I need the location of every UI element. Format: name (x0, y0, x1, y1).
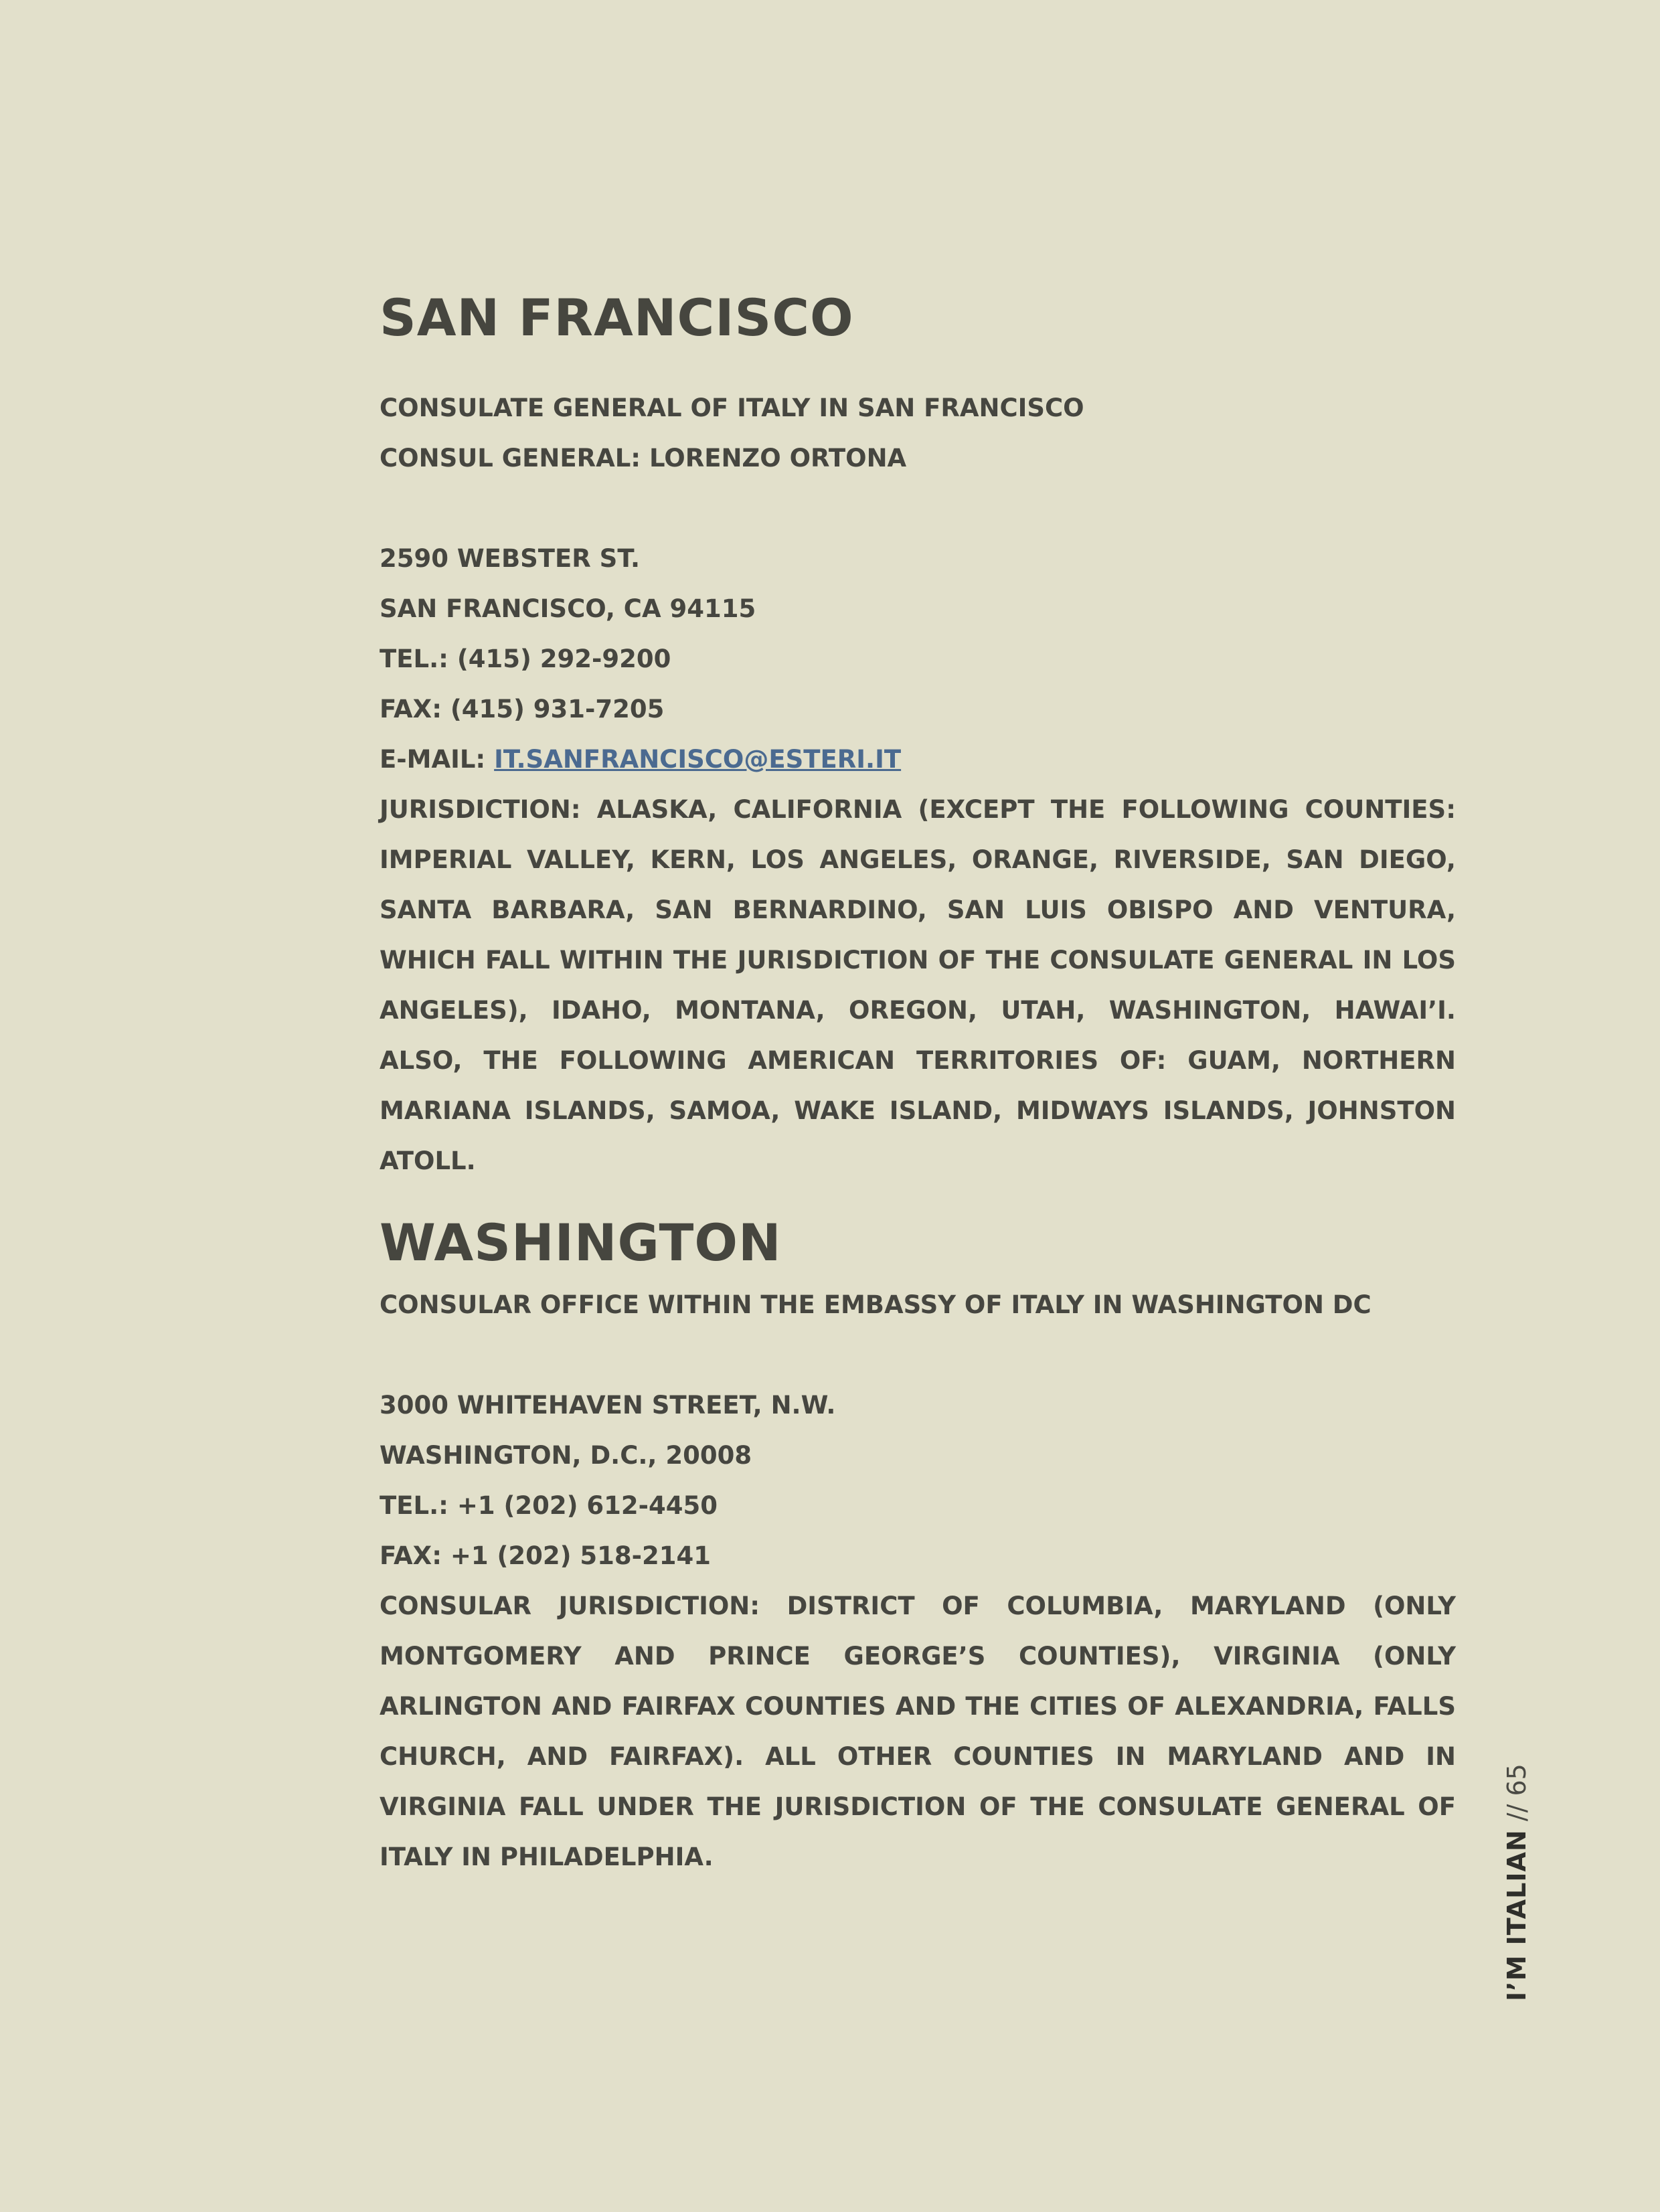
address-street: 3000 WHITEHAVEN STREET, N.W. (380, 1391, 836, 1420)
email-link[interactable]: IT.SANFRANCISCO@ESTERI.IT (494, 745, 902, 774)
magazine-name: I’M ITALIAN (1502, 1829, 1531, 2001)
page-content (380, 281, 1456, 1882)
jurisdiction-text: CONSULAR JURISDICTION: DISTRICT OF COLUMBIA, MARYLAND (ONLY MONTGOMERY AND PRINCE GEORGE’S COUNTIES), VIRGINIA (ONLY ARLINGTON AND FAIRFAX COUNTIES AND THE CITIES OF ALEXANDRIA, FALLS CHURCH, AND FAIRFAX). ALL OTHER COUNTIES IN MARYLAND AND IN VIRGINIA FALL UNDER THE JURISDICTION OF THE CONSULATE GENERAL OF ITALY IN PHILADELPHIA. (380, 1592, 1456, 1871)
washington-title: WASHINGTON (380, 1213, 782, 1272)
fax: FAX: (415) 931-7205 (380, 695, 665, 724)
spacer (380, 355, 1456, 383)
san-francisco-section (380, 281, 1456, 1186)
san-francisco-title: SAN FRANCISCO (380, 288, 854, 347)
fax: FAX: +1 (202) 518-2141 (380, 1541, 712, 1570)
spacer (380, 1330, 1456, 1380)
consul-general: CONSUL GENERAL: LORENZO ORTONA (380, 444, 907, 473)
email-label: E-MAIL: (380, 745, 495, 774)
footer-separator: // (1502, 1796, 1531, 1830)
consular-office: CONSULAR OFFICE WITHIN THE EMBASSY OF ITALY IN WASHINGTON DC (380, 1290, 1372, 1319)
address-city: SAN FRANCISCO, CA 94115 (380, 594, 756, 623)
telephone: TEL.: +1 (202) 612-4450 (380, 1491, 718, 1520)
email-row (380, 734, 1456, 784)
section-divider (380, 1186, 1456, 1206)
spacer (380, 483, 1456, 533)
consulate-name: CONSULATE GENERAL OF ITALY IN SAN FRANCISCO (380, 394, 1084, 422)
page-footer (1502, 1764, 1531, 2001)
address-city: WASHINGTON, D.C., 20008 (380, 1441, 752, 1470)
washington-section (380, 1206, 1456, 1882)
jurisdiction-text: JURISDICTION: ALASKA, CALIFORNIA (EXCEPT THE FOLLOWING COUNTIES: IMPERIAL VALLEY, KERN, LOS ANGELES, ORANGE, RIVERSIDE, SAN DIEGO, SANTA BARBARA, SAN BERNARDINO, SAN LUIS OBISPO AND VENTURA, WHICH FALL WITHIN THE JURISDICTION OF THE CONSULATE GENERAL IN LOS ANGELES), IDAHO, MONTANA, OREGON, UTAH, WASHINGTON, HAWAI’I. ALSO, THE FOLLOWING AMERICAN TERRITORIES OF: GUAM, NORTHERN MARIANA ISLANDS, SAMOA, WAKE ISLAND, MIDWAYS ISLANDS, JOHNSTON ATOLL. (380, 795, 1456, 1175)
telephone: TEL.: (415) 292-9200 (380, 645, 671, 673)
address-street: 2590 WEBSTER ST. (380, 544, 641, 573)
page-number: 65 (1502, 1764, 1531, 1796)
